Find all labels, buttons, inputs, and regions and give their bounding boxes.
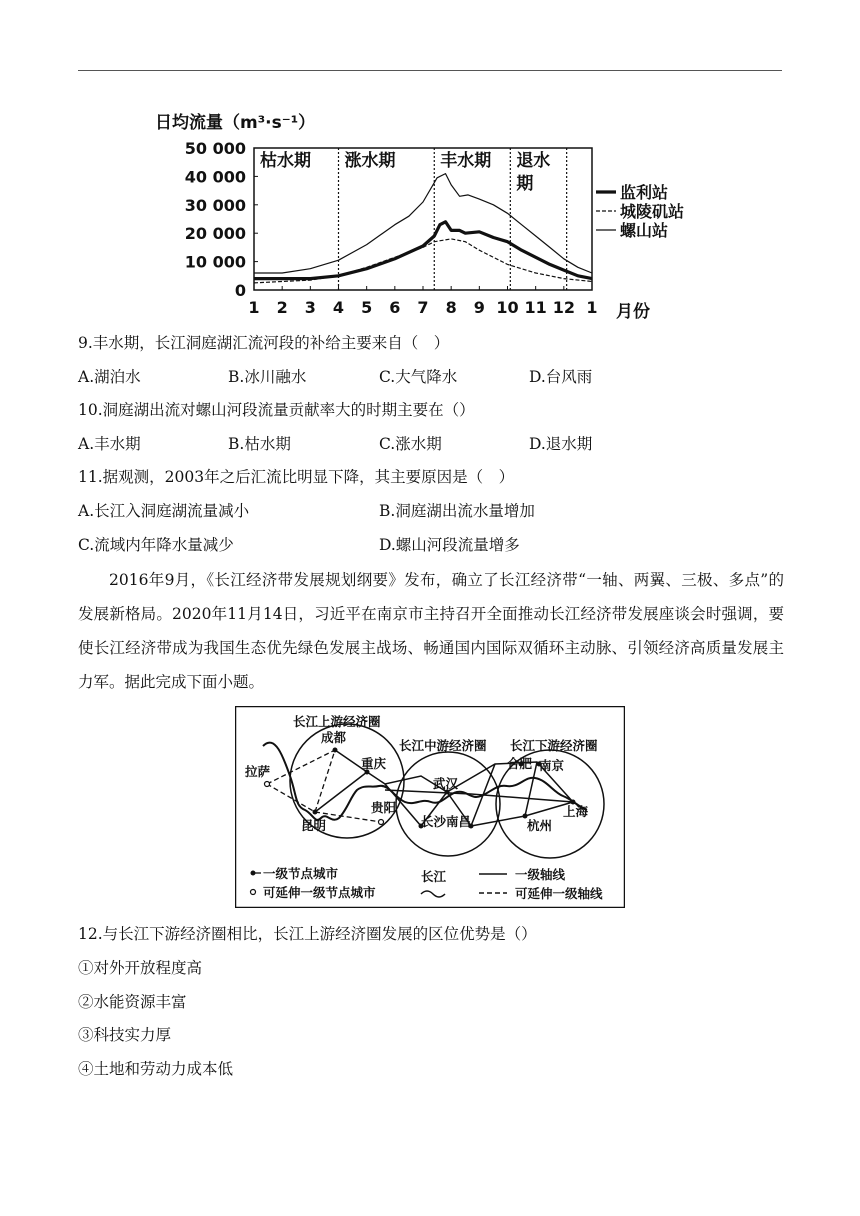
header-rule — [78, 70, 782, 71]
q12-stem: 12.与长江下游经济圈相比，长江上游经济圈发展的区位优势是（） — [78, 925, 537, 943]
period-label: 枯水期 — [260, 151, 311, 171]
q11-option-c[interactable]: C.流域内年降水量减少 — [78, 536, 234, 554]
period-label: 涨水期 — [344, 151, 396, 171]
period-label: 丰水期 — [440, 151, 492, 171]
period-label: 退水 — [516, 151, 551, 171]
q9-option-b[interactable]: B.冰川融水 — [228, 368, 307, 386]
city-hefei: 合肥 — [507, 756, 533, 771]
x-tick-label: 1 — [586, 298, 598, 317]
series-line-thin — [254, 174, 592, 273]
legend-label: 螺山站 — [620, 221, 669, 240]
city-changsha-nanchang: 长沙南昌 — [421, 814, 472, 829]
period-label-cont: 期 — [516, 174, 534, 194]
x-tick-label: 3 — [304, 298, 316, 317]
passage: 2016年9月，《长江经济带发展规划纲要》发布，确立了长江经济带“一轴、两翼、三极、多点”的发展新格局。2020年11月14日，习近平在南京市主持召开全面推动长江经济带发展座谈会时强调，要使长江经济带成为我国生态优先绿色发展主战场、畅通国内国际双循环主动脉、引领经济高质量发展主力军。据此完成下面小题。 — [78, 571, 784, 691]
q10-option-c[interactable]: C.涨水期 — [379, 435, 442, 453]
q9-stem: 9.丰水期，长江洞庭湖汇流河段的补给主要来自（ ） — [78, 334, 450, 352]
legend-label: 监利站 — [620, 183, 669, 202]
y-tick-label: 40 000 — [184, 167, 246, 187]
x-tick-label: 6 — [389, 298, 401, 317]
y-tick-label: 20 000 — [184, 224, 246, 244]
city-chongqing: 重庆 — [361, 756, 387, 771]
q11-stem: 11.据观测，2003年之后汇流比明显下降，其主要原因是（ ） — [78, 468, 515, 486]
flow-chart — [150, 100, 710, 325]
x-tick-label: 11 — [524, 298, 547, 317]
q11-option-d[interactable]: D.螺山河段流量增多 — [379, 536, 520, 554]
x-tick-label: 7 — [417, 298, 429, 317]
city-lasa: 拉萨 — [245, 764, 271, 779]
q10-stem: 10.洞庭湖出流对螺山河段流量贡献率大的时期主要在（） — [78, 401, 475, 419]
y-tick-label: 10 000 — [184, 252, 246, 272]
x-tick-label: 10 — [496, 298, 519, 317]
q10-option-b[interactable]: B.枯水期 — [228, 435, 291, 453]
q9-option-a[interactable]: A.湖泊水 — [78, 368, 141, 386]
q12-item-4[interactable]: ④土地和劳动力成本低 — [78, 1060, 234, 1078]
y-tick-label: 0 — [234, 281, 246, 300]
label-lower-circle: 长江下游经济圈 — [510, 738, 598, 753]
q11-option-b[interactable]: B.洞庭湖出流水量增加 — [379, 502, 535, 520]
x-tick-label: 1 — [248, 298, 260, 317]
y-tick-label: 50 000 — [184, 139, 246, 158]
x-tick-label: 9 — [473, 298, 485, 317]
city-shanghai: 上海 — [563, 804, 589, 819]
x-tick-label: 8 — [445, 298, 457, 317]
x-tick-label: 12 — [552, 298, 575, 317]
q12-item-3[interactable]: ③科技实力厚 — [78, 1026, 172, 1044]
label-middle-circle: 长江中游经济圈 — [399, 738, 487, 753]
chart-legend — [596, 183, 684, 240]
city-chengdu: 成都 — [321, 730, 347, 745]
y-axis-ticks — [185, 139, 258, 300]
series-lines — [254, 174, 592, 283]
q10-option-a[interactable]: A.丰水期 — [78, 435, 141, 453]
chart-xlabel: 月份 — [616, 302, 650, 322]
y-tick-label: 30 000 — [184, 195, 246, 215]
period-dividers — [260, 148, 567, 290]
q9-option-c[interactable]: C.大气降水 — [379, 368, 458, 386]
yangtze-economic-map — [235, 706, 625, 908]
legend-label: 城陵矶站 — [620, 202, 685, 221]
q12-item-1[interactable]: ①对外开放程度高 — [78, 959, 203, 977]
q12-item-2[interactable]: ②水能资源丰富 — [78, 993, 187, 1011]
legend-river: 长江 — [421, 869, 447, 884]
city-wuhan: 武汉 — [433, 776, 459, 791]
x-tick-label: 5 — [361, 298, 373, 317]
x-tick-label: 4 — [332, 298, 345, 317]
legend-axis: 一级轴线 — [515, 867, 566, 882]
label-upper-circle: 长江上游经济圈 — [293, 714, 381, 729]
q10-option-d[interactable]: D.退水期 — [529, 435, 593, 453]
q11-option-a[interactable]: A.长江入洞庭湖流量减小 — [78, 502, 250, 520]
x-tick-label: 2 — [276, 298, 288, 317]
q9-option-d[interactable]: D.台风雨 — [529, 368, 593, 386]
legend-ext-axis: 可延伸一级轴线 — [515, 886, 603, 901]
legend-node: 一级节点城市 — [263, 866, 339, 881]
legend-ext-node: 可延伸一级节点城市 — [263, 885, 376, 900]
chart-ylabel: 日均流量（m³·s⁻¹） — [155, 113, 316, 133]
city-nanjing: 南京 — [539, 758, 565, 773]
city-hangzhou: 杭州 — [527, 818, 553, 833]
city-guiyang: 贵阳 — [371, 800, 397, 815]
city-kunming: 昆明 — [301, 818, 327, 833]
